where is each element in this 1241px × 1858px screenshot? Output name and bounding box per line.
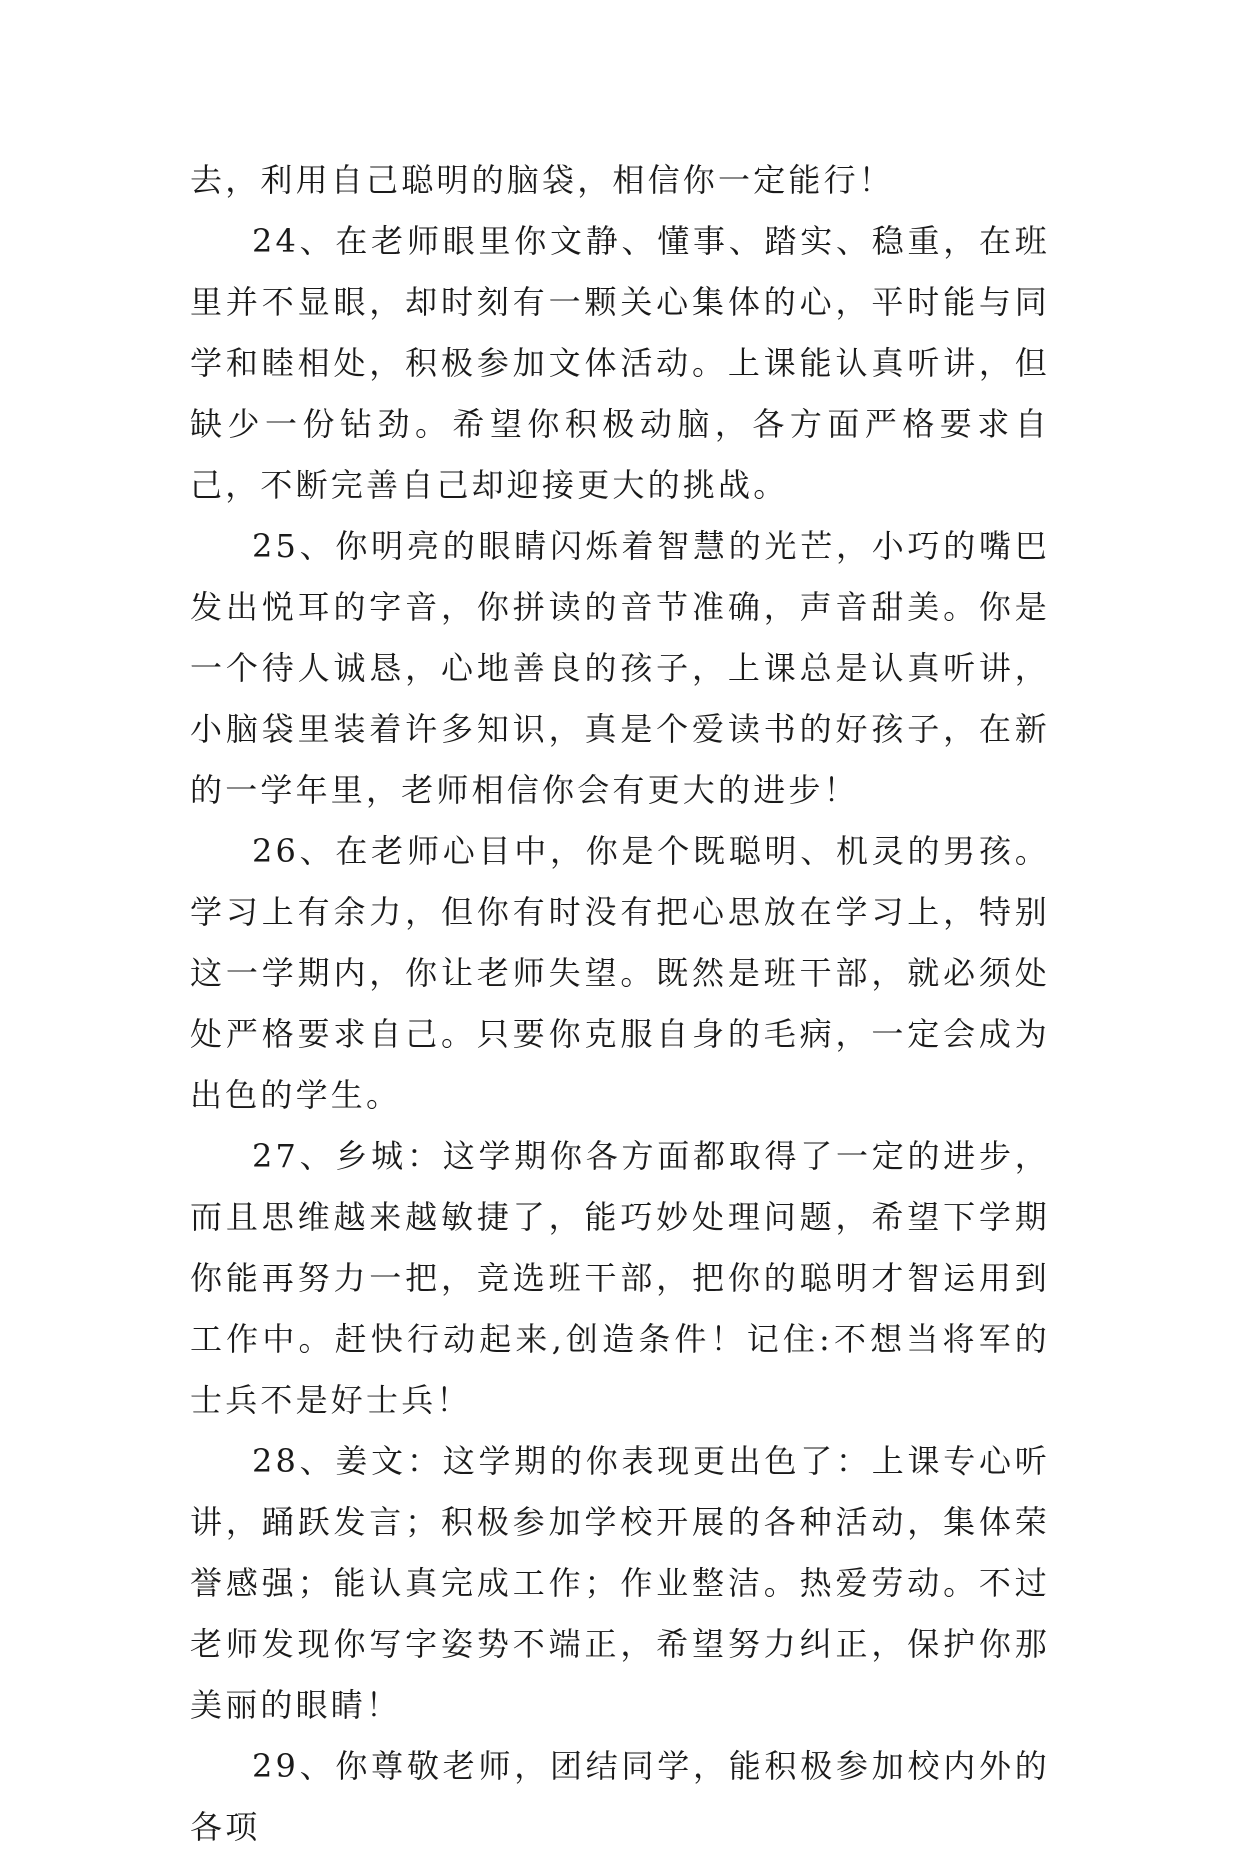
paragraph-29: 29、你尊敬老师，团结同学，能积极参加校内外的各项 xyxy=(190,1747,1050,1846)
document-body xyxy=(190,150,1050,1858)
paragraph-25: 25、你明亮的眼睛闪烁着智慧的光芒，小巧的嘴巴发出悦耳的字音，你拼读的音节准确，声音甜美。你是一个待人诚恳，心地善良的孩子，上课总是认真听讲，小脑袋里装着许多知识，真是个爱读书的好孩子，在新的一学年里，老师相信你会有更大的进步！ xyxy=(190,527,1050,809)
paragraph-24: 24、在老师眼里你文静、懂事、踏实、稳重，在班里并不显眼，却时刻有一颗关心集体的心，平时能与同学和睦相处，积极参加文体活动。上课能认真听讲，但缺少一份钻劲。希望你积极动脑，各方面严格要求自己，不断完善自己却迎接更大的挑战。 xyxy=(190,222,1050,504)
paragraph-27: 27、乡城：这学期你各方面都取得了一定的进步，而且思维越来越敏捷了，能巧妙处理问题，希望下学期你能再努力一把，竞选班干部，把你的聪明才智运用到工作中。赶快行动起来,创造条件！记住:不想当将军的士兵不是好士兵！ xyxy=(190,1137,1050,1419)
paragraph-28: 28、姜文：这学期的你表现更出色了：上课专心听讲，踊跃发言；积极参加学校开展的各种活动，集体荣誉感强；能认真完成工作；作业整洁。热爱劳动。不过老师发现你写字姿势不端正，希望努力纠正，保护你那美丽的眼睛！ xyxy=(190,1442,1050,1724)
paragraph-continuation: 去，利用自己聪明的脑袋，相信你一定能行！ xyxy=(190,161,895,199)
paragraph-26: 26、在老师心目中，你是个既聪明、机灵的男孩。学习上有余力，但你有时没有把心思放在学习上，特别这一学期内，你让老师失望。既然是班干部，就必须处处严格要求自己。只要你克服自身的毛病，一定会成为出色的学生。 xyxy=(190,832,1050,1114)
